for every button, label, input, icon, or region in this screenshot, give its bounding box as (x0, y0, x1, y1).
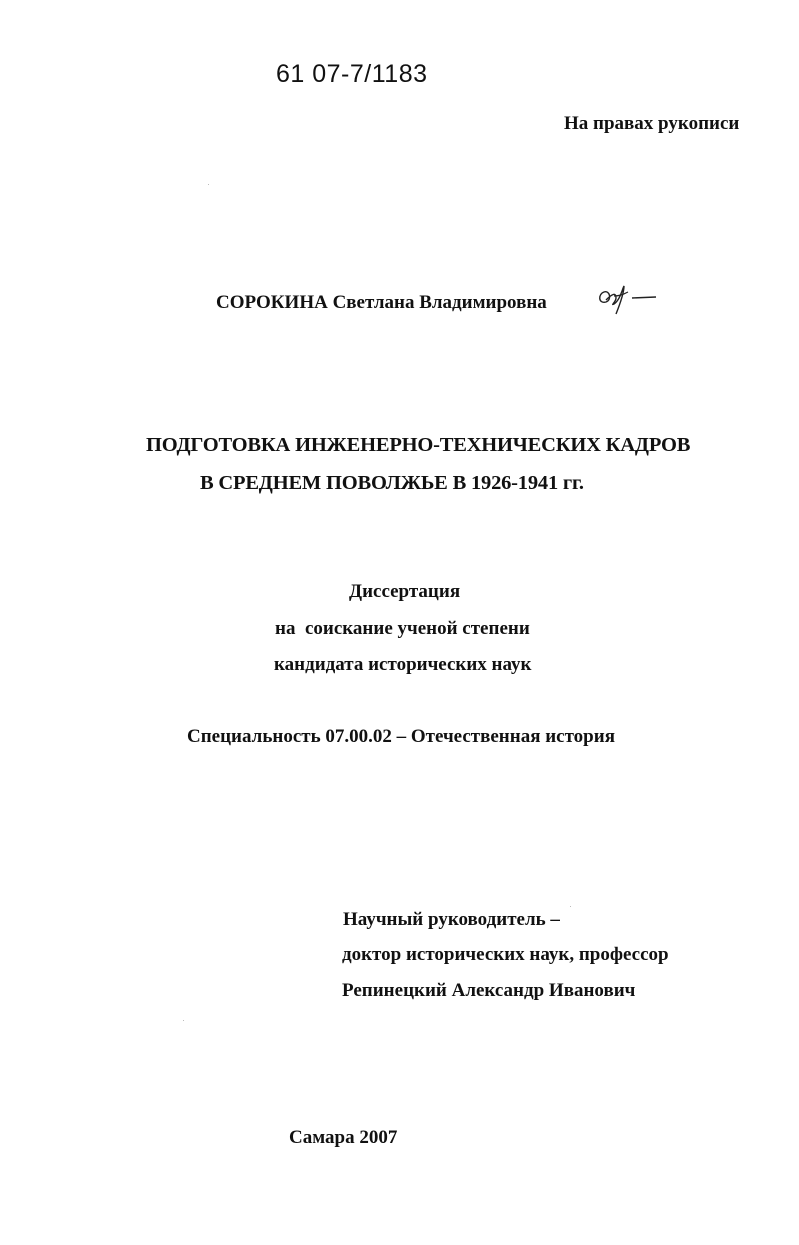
supervisor-credentials: доктор исторических наук, профессор (342, 944, 669, 965)
title-line-1: ПОДГОТОВКА ИНЖЕНЕРНО-ТЕХНИЧЕСКИХ КАДРОВ (146, 434, 691, 456)
supervisor-label: Научный руководитель – (343, 909, 560, 930)
place-year: Самара 2007 (289, 1127, 398, 1148)
scan-speck (208, 184, 209, 185)
signature-mark (594, 282, 658, 318)
degree-line-2: на соискание ученой степени (275, 618, 530, 639)
scan-speck (570, 906, 571, 907)
catalog-number: 61 07-7/1183 (276, 60, 428, 88)
degree-line-1: Диссертация (349, 581, 461, 602)
scan-speck (183, 1020, 184, 1021)
author-name: СОРОКИНА Светлана Владимировна (216, 292, 547, 313)
rights-note: На правах рукописи (564, 113, 740, 134)
degree-line-3: кандидата исторических наук (274, 654, 532, 675)
title-line-2: В СРЕДНЕМ ПОВОЛЖЬЕ В 1926-1941 гг. (200, 472, 584, 494)
specialty: Специальность 07.00.02 – Отечественная история (187, 726, 615, 747)
supervisor-name: Репинецкий Александр Иванович (342, 980, 636, 1001)
